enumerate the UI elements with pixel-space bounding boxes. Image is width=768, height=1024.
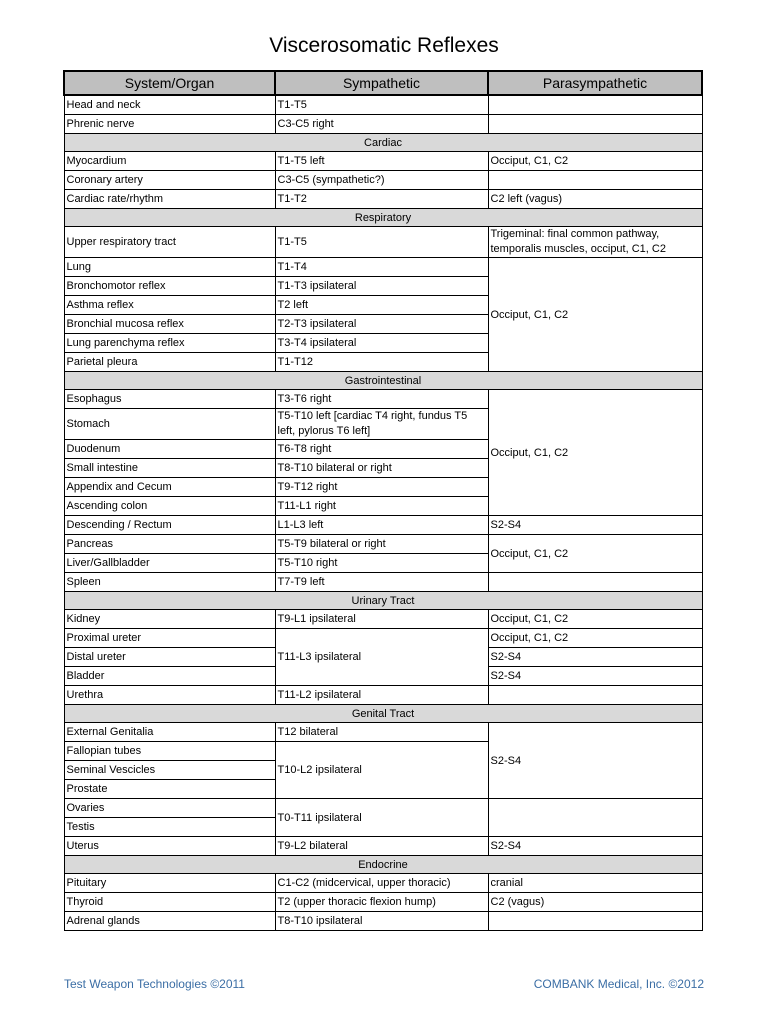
- sympathetic-cell: T8-T10 ipsilateral: [275, 912, 488, 931]
- organ-cell: Bronchomotor reflex: [64, 277, 275, 296]
- table-row: [64, 723, 702, 742]
- parasympathetic-cell: [488, 799, 702, 837]
- section-heading: Cardiac: [64, 134, 702, 152]
- section-heading: Urinary Tract: [64, 592, 702, 610]
- parasympathetic-cell: S2-S4: [488, 723, 702, 799]
- organ-cell: Lung: [64, 258, 275, 277]
- organ-cell: Myocardium: [64, 152, 275, 171]
- organ-cell: Prostate: [64, 780, 275, 799]
- table-row: [64, 912, 702, 931]
- section-heading: Genital Tract: [64, 705, 702, 723]
- parasympathetic-cell: Occiput, C1, C2: [488, 535, 702, 573]
- sympathetic-cell: T9-L1 ipsilateral: [275, 610, 488, 629]
- table-row: [64, 799, 702, 818]
- table-row: [64, 686, 702, 705]
- section-heading: Respiratory: [64, 209, 702, 227]
- parasympathetic-cell: [488, 171, 702, 190]
- header-system-organ: System/Organ: [64, 71, 275, 95]
- parasympathetic-cell: C2 left (vagus): [488, 190, 702, 209]
- organ-cell: Bronchial mucosa reflex: [64, 315, 275, 334]
- sympathetic-cell: T5-T10 left [cardiac T4 right, fundus T5 left, pylorus T6 left]: [275, 409, 488, 440]
- organ-cell: Ovaries: [64, 799, 275, 818]
- organ-cell: Appendix and Cecum: [64, 478, 275, 497]
- sympathetic-cell: T1-T5: [275, 227, 488, 258]
- sympathetic-cell: T1-T2: [275, 190, 488, 209]
- table-row: [64, 629, 702, 648]
- header-parasympathetic: Parasympathetic: [488, 71, 702, 95]
- organ-cell: Asthma reflex: [64, 296, 275, 315]
- parasympathetic-cell: Occiput, C1, C2: [488, 258, 702, 372]
- sympathetic-cell: T3-T4 ipsilateral: [275, 334, 488, 353]
- organ-cell: Uterus: [64, 837, 275, 856]
- organ-cell: Kidney: [64, 610, 275, 629]
- sympathetic-cell: T1-T5 left: [275, 152, 488, 171]
- organ-cell: Liver/Gallbladder: [64, 554, 275, 573]
- organ-cell: Testis: [64, 818, 275, 837]
- organ-cell: Esophagus: [64, 390, 275, 409]
- organ-cell: Pituitary: [64, 874, 275, 893]
- organ-cell: Pancreas: [64, 535, 275, 554]
- page-title: Viscerosomatic Reflexes: [269, 34, 499, 57]
- organ-cell: Parietal pleura: [64, 353, 275, 372]
- parasympathetic-cell: Trigeminal: final common pathway, temporalis muscles, occiput, C1, C2: [488, 227, 702, 258]
- organ-cell: Urethra: [64, 686, 275, 705]
- sympathetic-cell: T0-T11 ipsilateral: [275, 799, 488, 837]
- sympathetic-cell: T1-T5: [275, 95, 488, 115]
- parasympathetic-cell: S2-S4: [488, 516, 702, 535]
- table-row: [64, 227, 702, 258]
- sympathetic-cell: T2-T3 ipsilateral: [275, 315, 488, 334]
- section-row-urinary: [64, 592, 702, 610]
- sympathetic-cell: T11-L1 right: [275, 497, 488, 516]
- sympathetic-cell: T2 left: [275, 296, 488, 315]
- organ-cell: Stomach: [64, 409, 275, 440]
- sympathetic-cell: T9-L2 bilateral: [275, 837, 488, 856]
- sympathetic-cell: T8-T10 bilateral or right: [275, 459, 488, 478]
- table-row: [64, 535, 702, 554]
- organ-cell: External Genitalia: [64, 723, 275, 742]
- organ-cell: Coronary artery: [64, 171, 275, 190]
- parasympathetic-cell: S2-S4: [488, 667, 702, 686]
- header-sympathetic: Sympathetic: [275, 71, 488, 95]
- section-row-gastrointestinal: [64, 372, 702, 390]
- sympathetic-cell: T9-T12 right: [275, 478, 488, 497]
- sympathetic-cell: T3-T6 right: [275, 390, 488, 409]
- organ-cell: Bladder: [64, 667, 275, 686]
- table-row: [64, 115, 702, 134]
- table-row: [64, 190, 702, 209]
- parasympathetic-cell: Occiput, C1, C2: [488, 610, 702, 629]
- parasympathetic-cell: Occiput, C1, C2: [488, 390, 702, 516]
- organ-cell: Lung parenchyma reflex: [64, 334, 275, 353]
- parasympathetic-cell: C2 (vagus): [488, 893, 702, 912]
- organ-cell: Small intestine: [64, 459, 275, 478]
- sympathetic-cell: T11-L2 ipsilateral: [275, 686, 488, 705]
- section-row-respiratory: [64, 209, 702, 227]
- sympathetic-cell: T1-T3 ipsilateral: [275, 277, 488, 296]
- organ-cell: Distal ureter: [64, 648, 275, 667]
- organ-cell: Duodenum: [64, 440, 275, 459]
- sympathetic-cell: T2 (upper thoracic flexion hump): [275, 893, 488, 912]
- organ-cell: Descending / Rectum: [64, 516, 275, 535]
- table-row: [64, 893, 702, 912]
- table-row: [64, 152, 702, 171]
- table-row: [64, 874, 702, 893]
- footer-right-copyright: COMBANK Medical, Inc. ©2012: [533, 977, 704, 991]
- parasympathetic-cell: [488, 95, 702, 115]
- section-heading: Endocrine: [64, 856, 702, 874]
- table-row: [64, 837, 702, 856]
- organ-cell: Adrenal glands: [64, 912, 275, 931]
- reflex-table: [63, 70, 703, 931]
- parasympathetic-cell: S2-S4: [488, 648, 702, 667]
- section-row-genital: [64, 705, 702, 723]
- organ-cell: Thyroid: [64, 893, 275, 912]
- organ-cell: Seminal Vescicles: [64, 761, 275, 780]
- organ-cell: Spleen: [64, 573, 275, 592]
- sympathetic-cell: T5-T9 bilateral or right: [275, 535, 488, 554]
- parasympathetic-cell: cranial: [488, 874, 702, 893]
- parasympathetic-cell: S2-S4: [488, 837, 702, 856]
- section-row-endocrine: [64, 856, 702, 874]
- table-row: [64, 390, 702, 409]
- section-row-cardiac: [64, 134, 702, 152]
- table-row: [64, 573, 702, 592]
- sympathetic-cell: T7-T9 left: [275, 573, 488, 592]
- organ-cell: Cardiac rate/rhythm: [64, 190, 275, 209]
- organ-cell: Head and neck: [64, 95, 275, 115]
- table-header-row: [64, 71, 702, 95]
- table-row: [64, 258, 702, 277]
- parasympathetic-cell: [488, 686, 702, 705]
- organ-cell: Ascending colon: [64, 497, 275, 516]
- parasympathetic-cell: [488, 115, 702, 134]
- organ-cell: Phrenic nerve: [64, 115, 275, 134]
- table-row: [64, 95, 702, 115]
- sympathetic-cell: T6-T8 right: [275, 440, 488, 459]
- sympathetic-cell: L1-L3 left: [275, 516, 488, 535]
- parasympathetic-cell: Occiput, C1, C2: [488, 629, 702, 648]
- sympathetic-cell: T10-L2 ipsilateral: [275, 742, 488, 799]
- sympathetic-cell: C3-C5 (sympathetic?): [275, 171, 488, 190]
- table-row: [64, 171, 702, 190]
- table-row: [64, 610, 702, 629]
- table-row: [64, 516, 702, 535]
- sympathetic-cell: T1-T12: [275, 353, 488, 372]
- parasympathetic-cell: [488, 573, 702, 592]
- organ-cell: Upper respiratory tract: [64, 227, 275, 258]
- sympathetic-cell: T5-T10 right: [275, 554, 488, 573]
- sympathetic-cell: T1-T4: [275, 258, 488, 277]
- sympathetic-cell: T11-L3 ipsilateral: [275, 629, 488, 686]
- organ-cell: Proximal ureter: [64, 629, 275, 648]
- footer-left-copyright: Test Weapon Technologies ©2011: [64, 977, 245, 991]
- parasympathetic-cell: [488, 912, 702, 931]
- sympathetic-cell: C3-C5 right: [275, 115, 488, 134]
- parasympathetic-cell: Occiput, C1, C2: [488, 152, 702, 171]
- sympathetic-cell: T12 bilateral: [275, 723, 488, 742]
- section-heading: Gastrointestinal: [64, 372, 702, 390]
- sympathetic-cell: C1-C2 (midcervical, upper thoracic): [275, 874, 488, 893]
- organ-cell: Fallopian tubes: [64, 742, 275, 761]
